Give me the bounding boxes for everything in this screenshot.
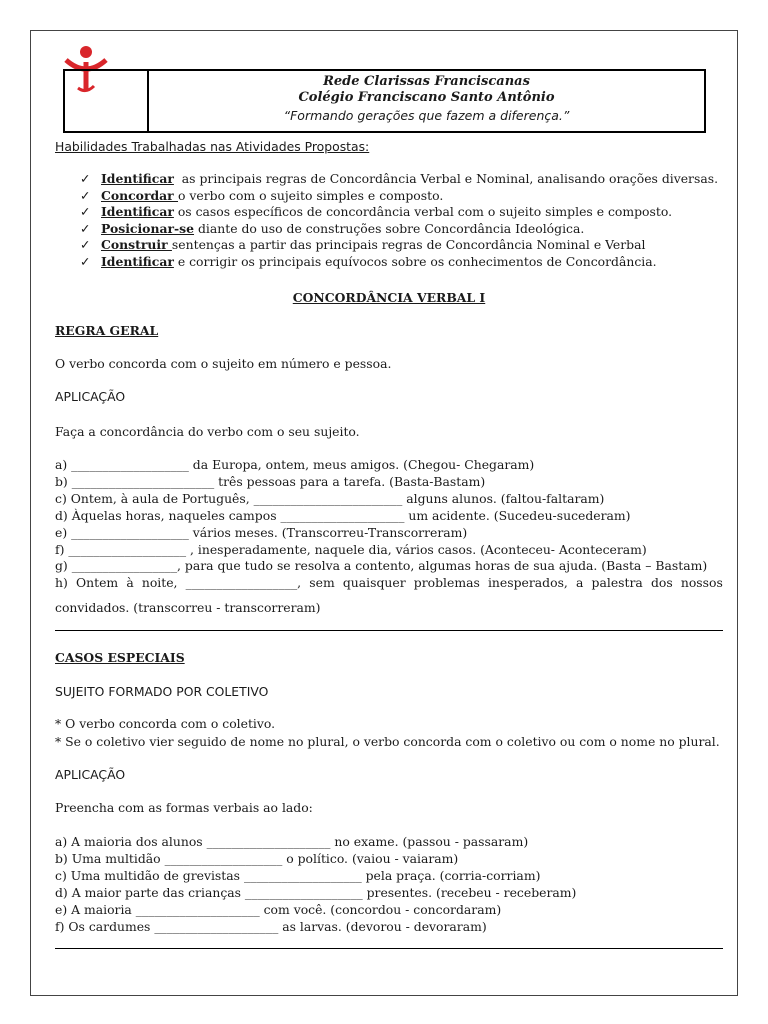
exercise-h-word: dos xyxy=(650,575,673,590)
special-title: CASOS ESPECIAIS xyxy=(55,650,185,665)
rule-text: O verbo concorda com o sujeito em número e pessoa. xyxy=(55,356,392,371)
skill-item xyxy=(80,237,645,253)
skill-text: o verbo com o sujeito simples e composto. xyxy=(178,187,444,203)
divider-2 xyxy=(55,948,723,949)
exercise-item: b) Uma multidão ___________________ o político. (vaiou - vaiaram) xyxy=(55,850,459,866)
skill-item xyxy=(80,171,718,187)
checkmark-icon: ✓ xyxy=(80,220,91,236)
exercise-item: f) Os cardumes ____________________ as larvas. (devorou - devoraram) xyxy=(55,918,487,934)
skill-text: os casos específicos de concordância verbal com o sujeito simples e composto. xyxy=(173,204,673,220)
exercise-h-word: nossos xyxy=(680,575,723,590)
exercise-h xyxy=(55,575,723,591)
instruction-1: Faça a concordância do verbo com o seu sujeito. xyxy=(55,424,360,439)
collective-rule-2: * Se o coletivo vier seguido de nome no plural, o verbo concorda com o coletivo ou com o nome no plural. xyxy=(55,734,720,749)
header-box xyxy=(63,69,706,133)
exercise-h-word: h) xyxy=(55,575,68,590)
application-heading-1: APLICAÇÃO xyxy=(55,389,126,404)
exercise-h-word: quaisquer xyxy=(342,575,406,590)
exercise-item: a) A maioria dos alunos ____________________ no exame. (passou - passaram) xyxy=(55,834,529,849)
checkmark-icon: ✓ xyxy=(80,187,91,203)
exercise-h-word: inesperados, xyxy=(487,575,568,590)
skill-verb: Identificar xyxy=(101,204,174,220)
section-title: CONCORDÂNCIA VERBAL I xyxy=(292,290,486,305)
skill-text: sentenças a partir das principais regras de Concordância Nominal e Verbal xyxy=(171,237,646,253)
header-network: Rede Clarissas Franciscanas xyxy=(323,74,530,89)
skill-item xyxy=(80,188,443,204)
header-motto: “Formando gerações que fazem a diferença.” xyxy=(283,108,570,123)
skill-verb: Identificar xyxy=(101,171,174,186)
application-heading-2: APLICAÇÃO xyxy=(55,767,126,782)
collective-title: SUJEITO FORMADO POR COLETIVO xyxy=(55,684,269,699)
instruction-2: Preencha com as formas verbais ao lado: xyxy=(55,800,313,815)
exercise-h-word: sem xyxy=(309,575,335,590)
divider-1 xyxy=(55,630,723,631)
exercise-item: b) _______________________ três pessoas para a tarefa. (Basta-Bastam) xyxy=(55,473,486,489)
exercise-h-word: __________________, xyxy=(185,575,302,590)
skill-item xyxy=(80,254,657,270)
exercise-h-word: Ontem xyxy=(75,575,119,590)
exercise-h-word: noite, xyxy=(141,575,178,590)
skill-text: e corrigir os principais equívocos sobre os conhecimentos de Concordância. xyxy=(173,254,657,269)
skill-item xyxy=(80,221,584,237)
skill-verb: Posicionar-se xyxy=(101,220,195,236)
checkmark-icon: ✓ xyxy=(80,204,91,220)
exercise-h-word: à xyxy=(126,575,134,590)
checkmark-icon: ✓ xyxy=(80,171,91,186)
exercise-h-word: palestra xyxy=(591,575,643,590)
exercise-item: f) ___________________ , inesperadamente, naquele dia, vários casos. (Aconteceu- Aconteceram) xyxy=(55,541,647,557)
skill-text: as principais regras de Concordância Verbal e Nominal, analisando orações diversas. xyxy=(173,171,719,186)
exercise-h-continued: convidados. (transcorreu - transcorreram) xyxy=(55,600,321,615)
exercise-item: a) ___________________ da Europa, ontem, meus amigos. (Chegou- Chegaram) xyxy=(55,457,535,472)
rule-title: REGRA GERAL xyxy=(55,323,159,338)
skill-verb: Identificar xyxy=(101,254,174,269)
exercise-item: d) Àquelas horas, naqueles campos ____________________ um acidente. (Sucedeu-sucederam) xyxy=(55,507,631,523)
exercise-h-word: a xyxy=(576,575,584,590)
exercise-item: c) Ontem, à aula de Português, ________________________ alguns alunos. (faltou-faltaram) xyxy=(55,490,605,506)
collective-rule-1: * O verbo concorda com o coletivo. xyxy=(55,716,276,731)
checkmark-icon: ✓ xyxy=(80,254,91,269)
skills-title: Habilidades Trabalhadas nas Atividades Propostas: xyxy=(55,139,370,154)
exercise-item: d) A maior parte das crianças ___________________ presentes. (recebeu - receberam) xyxy=(55,884,577,900)
skill-text: diante do uso de construções sobre Concordância Ideológica. xyxy=(194,220,585,236)
skill-verb: Concordar xyxy=(101,187,179,203)
checkmark-icon: ✓ xyxy=(80,237,91,253)
exercise-h-word: problemas xyxy=(413,575,480,590)
header-school: Colégio Franciscano Santo Antônio xyxy=(298,90,555,105)
exercise-item: g) _________________, para que tudo se resolva a contento, algumas horas de sua ajuda. (Basta – Bastam) xyxy=(55,558,708,574)
skill-item xyxy=(80,204,672,220)
exercise-item: e) ___________________ vários meses. (Transcorreu-Transcorreram) xyxy=(55,524,468,540)
skill-verb: Construir xyxy=(101,237,172,253)
exercise-item: c) Uma multidão de grevistas ___________________ pela praça. (corria-corriam) xyxy=(55,867,541,883)
exercise-item: e) A maioria ____________________ com você. (concordou - concordaram) xyxy=(55,901,502,917)
